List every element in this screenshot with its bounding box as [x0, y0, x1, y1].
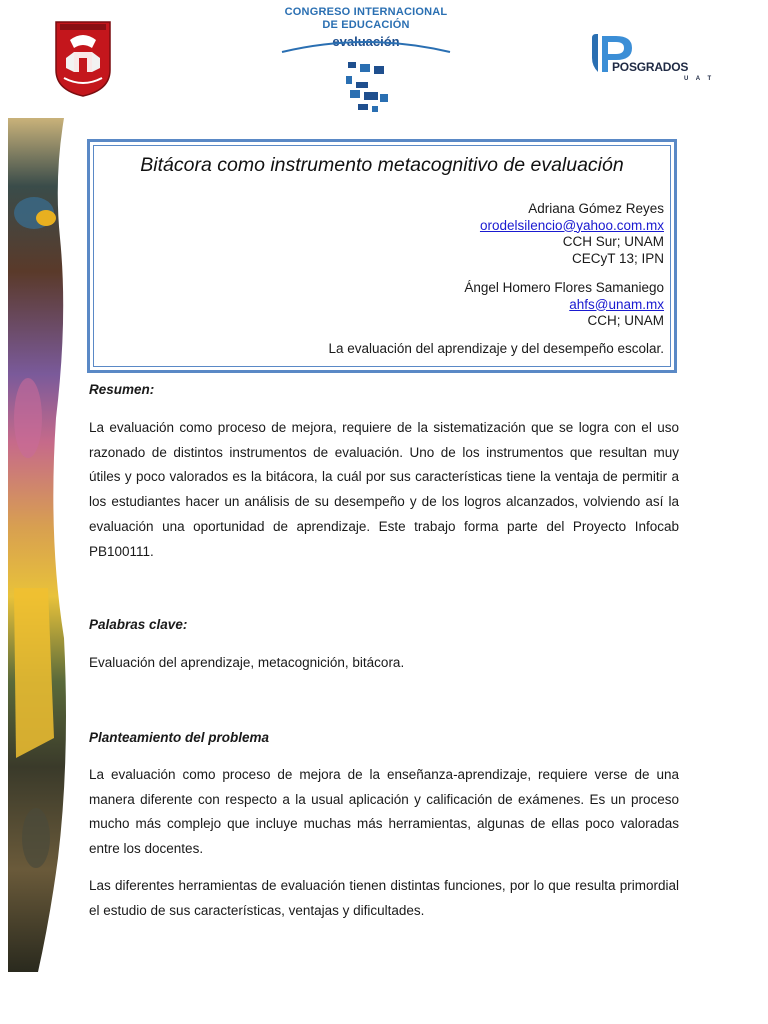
authors-block	[464, 201, 664, 330]
logo-graphic-icon	[344, 60, 390, 114]
keywords-section	[89, 655, 679, 670]
problem-paragraph-1: La evaluación como proceso de mejora de la enseñanza-aprendizaje, requiere verse de una manera diferente con respecto a la usual aplicación y calificación de exámenes. Es un proceso mucho más complejo que incluye muchas más herramientas, algunas de ellas poco valoradas entre los docentes.	[89, 767, 679, 857]
congress-logo-line1: CONGRESO INTERNACIONAL	[284, 6, 448, 18]
thematic-line: La evaluación del aprendizaje y del desempeño escolar.	[328, 341, 664, 356]
title-box	[87, 139, 677, 373]
author1-email-link[interactable]: orodelsilencio@yahoo.com.mx	[479, 217, 664, 233]
congress-logo	[276, 6, 456, 116]
resumen-paragraph: La evaluación como proceso de mejora, requiere de la sistematización que se logra con el uso razonado de distintos instrumentos de evaluación. Uno de los instrumentos que resultan muy útiles y poco valorados es la bitácora, la cuál por sus características tiene la ventaja de permitir a los estudiantes hacer un análisis de su desempeño y de los logros alcanzados, volviendo así la evaluación una oportunidad de aprendizaje. Este trabajo forma parte del Proyecto Infocab PB100111.	[89, 420, 679, 559]
decorative-painting-image	[8, 118, 70, 972]
author2-email-link[interactable]: ahfs@unam.mx	[569, 296, 664, 312]
resumen-heading-text: Resumen:	[89, 382, 155, 397]
posgrados-logo	[588, 32, 728, 88]
keywords-heading	[89, 617, 679, 632]
posgrados-logo-subtext: U A T	[684, 76, 715, 82]
problem-heading	[89, 730, 679, 745]
author2-affiliation1: CCH; UNAM	[587, 313, 664, 328]
congress-logo-evaluacion: evaluación	[332, 34, 400, 49]
congress-logo-line2: DE EDUCACIÓN	[322, 19, 410, 31]
author1-affiliation2: CECyT 13; IPN	[571, 250, 664, 266]
posgrados-logo-text: POSGRADOS	[612, 60, 689, 74]
keywords-text: Evaluación del aprendizaje, metacognición, bitácora.	[89, 655, 405, 670]
author1-name: Adriana Gómez Reyes	[528, 201, 664, 216]
author2-name: Ángel Homero Flores Samaniego	[464, 280, 664, 295]
problem-heading-text: Planteamiento del problema	[89, 730, 270, 745]
resumen-heading	[89, 382, 679, 397]
keywords-heading-text: Palabras clave:	[89, 617, 188, 632]
problem-section	[89, 763, 679, 923]
logo-arc-icon	[280, 34, 452, 56]
resumen-section	[89, 416, 679, 564]
document-title: Bitácora como instrumento metacognitivo de evaluación	[140, 154, 624, 176]
problem-paragraph-2: Las diferentes herramientas de evaluación tienen distintas funciones, por lo que resulta primordial el estudio de sus características, ventajas y dificultades.	[89, 877, 679, 918]
author1-affiliation1: CCH Sur; UNAM	[562, 234, 664, 249]
university-seal-logo	[52, 18, 114, 98]
